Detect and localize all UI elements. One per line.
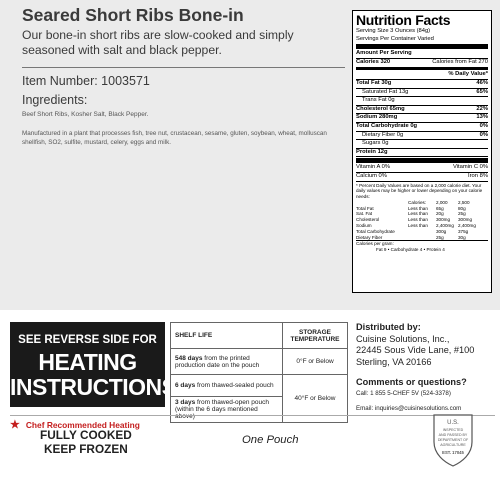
nutrient-dv: 0% (479, 131, 488, 138)
dv-table-cell: Calories: (408, 199, 427, 205)
star-icon: ★ (10, 419, 20, 431)
vitamin-c: Vitamin C 0% (452, 164, 488, 171)
heating-line2: HEATING (38, 349, 137, 375)
nutrient-row (356, 89, 488, 97)
nutrition-facts-panel (352, 10, 492, 293)
dv-table-cell: 65g (436, 205, 444, 211)
divider (10, 415, 495, 416)
dv-table-cell: 80g (458, 205, 466, 211)
chef-recommended-label: Chef Recommended Heating (25, 420, 140, 430)
nutrient-dv: 46% (476, 79, 488, 86)
dv-table-cell: 300mg (458, 217, 473, 223)
nutrient-row (356, 106, 488, 114)
nutrient-dv: 65% (476, 88, 488, 95)
nutrient-label: Total Carbohydrate 0g (356, 122, 418, 129)
calories-per-gram: Calories per gram: (356, 241, 394, 247)
nutrient-row (356, 149, 488, 157)
nutrient-row (356, 97, 488, 105)
nutrient-dv: 0% (479, 122, 488, 129)
nutrient-label: Dietary Fiber 0g (362, 131, 404, 138)
calories-from-fat: Calories from Fat 270 (432, 58, 488, 65)
heating-line1: SEE REVERSE SIDE FOR (18, 334, 157, 346)
ingredients-text: Beef Short Ribs, Kosher Salt, Black Pepper. (22, 111, 149, 118)
dv-table-cell: 2,400mg (436, 223, 454, 229)
dv-table-cell: Less than (408, 205, 428, 211)
temp-row-2: 40°F or Below (283, 375, 348, 423)
dv-table-cell: Sat. Fat (356, 211, 373, 217)
dv-table-cell: Sodium (356, 223, 372, 229)
dv-footnote: * Percent Daily Values are based on a 2,000 calorie diet. Your daily values may be higher or lower depending on your calorie needs: (356, 182, 483, 200)
fully-cooked-label: FULLY COOKED (40, 428, 132, 442)
usda-line1: U.S. (447, 420, 459, 426)
distributor-address1: 22445 Sous Vide Lane, #100 (356, 345, 475, 355)
divider (22, 67, 345, 68)
dv-table-cell: 20g (436, 211, 444, 217)
heating-line3: INSTRUCTIONS (10, 374, 177, 400)
ingredients-heading: Ingredients: (22, 93, 88, 107)
nutrient-label: Protein 12g (356, 148, 388, 155)
storage-temp-header: STORAGE TEMPERATURE (283, 323, 348, 349)
amount-per-serving: Amount Per Serving (356, 50, 412, 57)
shelf-row-3: 3 days from thawed-open pouch (within the 6 days mentioned above) (171, 397, 283, 423)
distributor-name: Cuisine Solutions, Inc., (356, 333, 450, 344)
dv-table-row (356, 235, 488, 241)
usda-line3: AND PASSED BY (438, 433, 468, 437)
temp-row-1: 0°F or Below (283, 349, 348, 375)
nutrient-rows (356, 80, 488, 157)
dv-table-cell: Less than (408, 211, 428, 217)
dv-table-cell: Total Fat (356, 205, 374, 211)
per-gram-detail: Fat 9 • Carbohydrate 4 • Protein 4 (376, 247, 445, 253)
dv-table-cell: 375g (458, 228, 469, 234)
nutrient-row (356, 132, 488, 140)
dv-table-cell: Cholesterol (356, 217, 380, 223)
package-size: One Pouch (242, 434, 299, 446)
keep-frozen-label: KEEP FROZEN (44, 442, 128, 456)
comments-heading: Comments or questions? (356, 377, 467, 387)
nutrient-label: Trans Fat 0g (362, 97, 395, 104)
nutrient-row (356, 140, 488, 148)
dv-table-cell: 25g (436, 234, 444, 240)
usda-line5: AGRICULTURE (440, 443, 466, 447)
dv-table-cell: 2,500 (458, 199, 470, 205)
product-title: Seared Short Ribs Bone-in (22, 5, 244, 25)
usda-line6: EST. 17045 (442, 450, 464, 455)
manufacturing-note: Manufactured in a plant that processes fish, tree nut, crustacean, sesame, gluten, soybean, wheat, molluscan shellfish, SO2, sulfite, mustard, celery, eggs and milk. (22, 130, 327, 146)
nutrient-label: Sugars 0g (362, 140, 389, 147)
dv-header: % Daily Value* (448, 71, 488, 78)
shelf-life-table (170, 322, 348, 423)
nutrient-row (356, 123, 488, 131)
nutrient-dv: 13% (476, 114, 488, 121)
dv-table-cell: Total Carbohydrate (356, 228, 395, 234)
usda-line4: DEPARTMENT OF (437, 438, 469, 442)
dv-table-cell: 25g (458, 211, 466, 217)
distributor-address2: Sterling, VA 20166 (356, 356, 432, 367)
usda-seal-icon (428, 412, 478, 468)
calcium: Calcium 0% (356, 172, 387, 179)
iron: Iron 8% (468, 172, 488, 179)
dv-table-cell: 30g (458, 234, 466, 240)
dv-reference-table (356, 200, 488, 241)
vitamin-a: Vitamin A 0% (356, 164, 391, 171)
nutrient-label: Saturated Fat 13g (362, 88, 409, 95)
nutrient-label: Sodium 280mg (356, 114, 398, 121)
dv-table-cell: Less than (408, 223, 428, 229)
serving-size: Serving Size 3 Ounces (84g) (356, 28, 431, 34)
storage-status (40, 428, 132, 456)
item-number: Item Number: 1003571 (22, 74, 150, 88)
nutrient-dv: 22% (476, 105, 488, 112)
usda-line2: INSPECTED (442, 428, 464, 432)
dv-table-cell (408, 235, 436, 241)
dv-table-cell: Dietary Fiber (356, 234, 383, 240)
dv-table-cell: 300mg (436, 217, 451, 223)
dv-table-cell: 300g (436, 228, 447, 234)
distributor-heading: Distributed by: (356, 322, 421, 332)
calories: Calories 320 (356, 58, 391, 65)
call-line: Call: 1 855 5-CHEF 5V (524-3378) (356, 389, 451, 397)
nutrient-row (356, 80, 488, 88)
distributor-block (356, 322, 496, 414)
nutrition-heading: Nutrition Facts (356, 12, 451, 28)
heating-instructions-banner (10, 322, 177, 407)
email-line: Email: inquiries@cuisinesolutions.com (356, 404, 462, 412)
dv-table-cell: 2,000 (436, 199, 448, 205)
servings-per-container: Servings Per Container Varied (356, 35, 434, 42)
product-description: Our bone-in short ribs are slow-cooked and simply seasoned with salt and black pepper. (22, 28, 294, 57)
dv-table-cell: Less than (408, 217, 428, 223)
nutrient-row (356, 114, 488, 122)
shelf-row-2: 6 days from thawed-sealed pouch (171, 375, 283, 397)
nutrient-label: Total Fat 30g (356, 79, 392, 86)
shelf-life-header: SHELF LIFE (171, 323, 283, 349)
nutrient-label: Cholesterol 65mg (356, 105, 405, 112)
shelf-row-1: 548 days from the printed production date on the pouch (171, 349, 283, 375)
dv-table-cell: 2,400mg (458, 223, 476, 229)
